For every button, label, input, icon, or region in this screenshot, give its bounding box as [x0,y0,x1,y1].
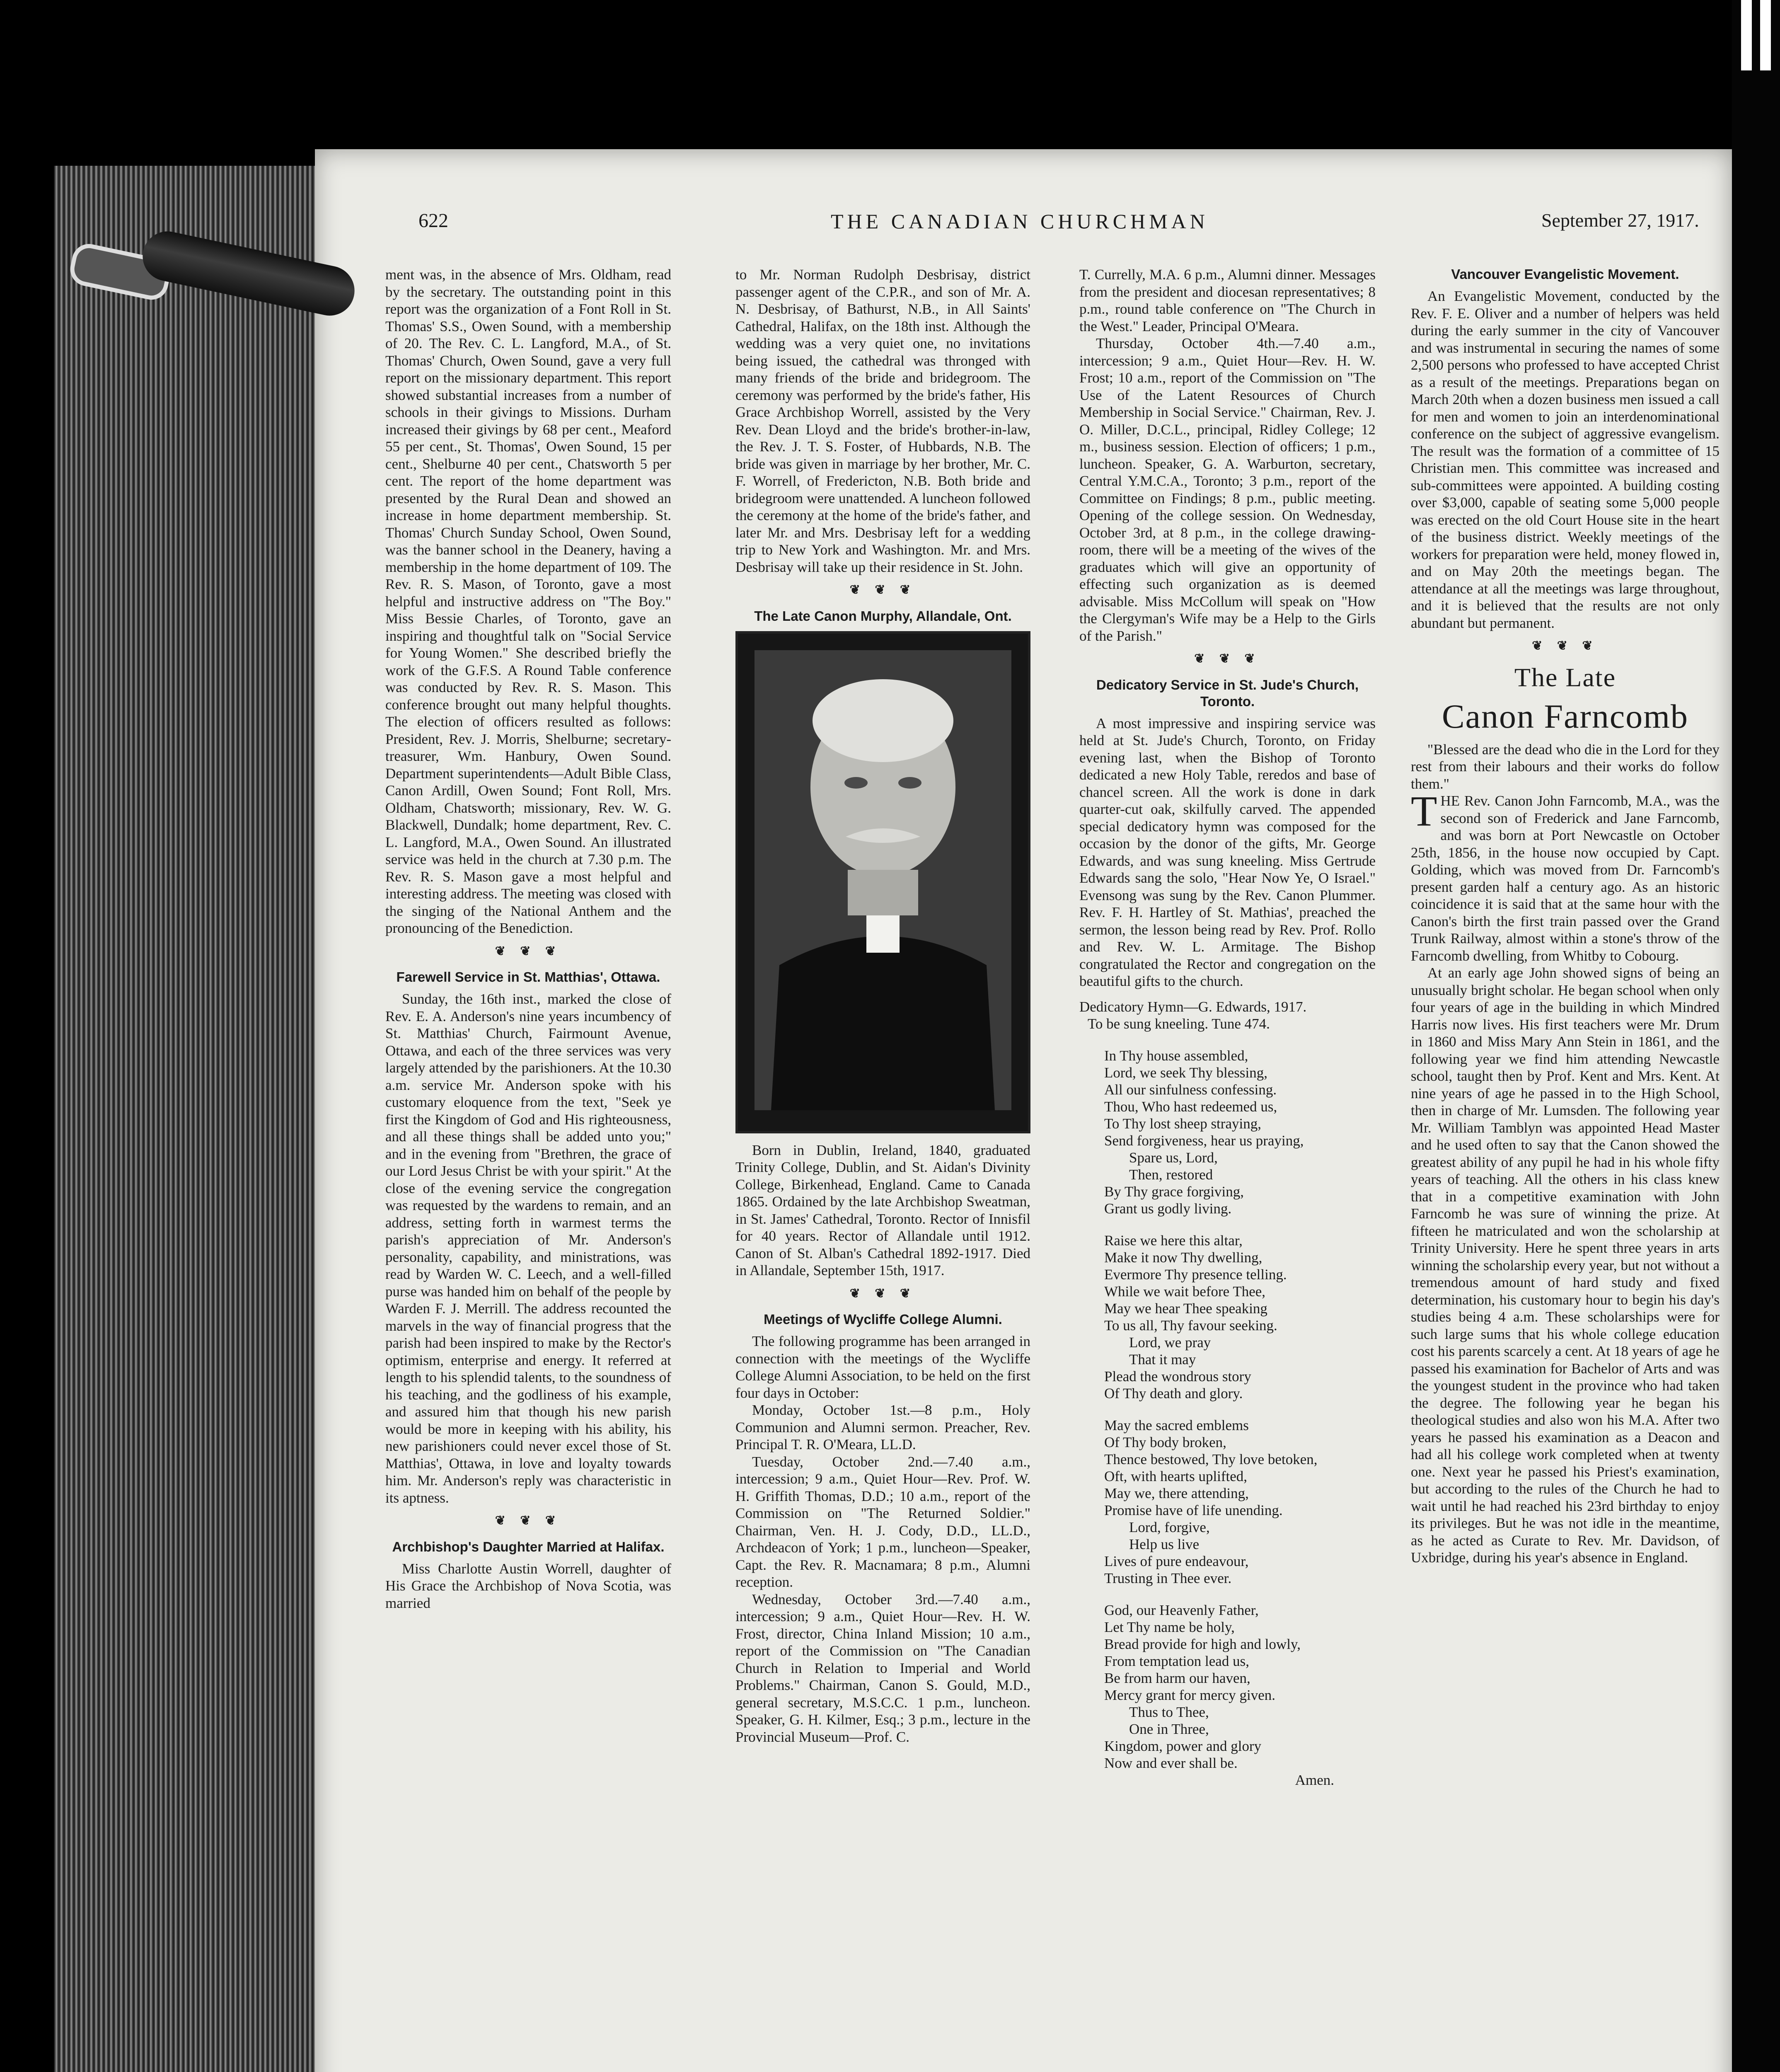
hymn-line: Thence bestowed, Thy love betoken, [1104,1451,1318,1467]
wycliffe-paragraph: Tuesday, October 2nd.—7.40 a.m., intercession; 9 a.m., Quiet Hour—Rev. Prof. W. H. Griffith Thomas, D.D.; 10 a.m., report of the Commission on "The Returned Soldier." Chairman, Ven. H. J. Cody, D.D., LL.D., Archdeacon of York; 1 p.m., luncheon—Speaker, Capt. the Rev. R. Macnamara; 8 p.m., Alumni reception. [735,1453,1030,1590]
page-number: 622 [418,210,448,232]
hymn-line: Grant us godly living. [1104,1200,1232,1217]
section-ornament: ❦ ❦ ❦ [849,1286,917,1300]
hymn-line: Of Thy death and glory. [1104,1385,1243,1402]
hymn-line: Oft, with hearts uplifted, [1104,1468,1248,1484]
hymn-amen: Amen. [1295,1772,1334,1788]
hymn-line: Kingdom, power and glory [1104,1738,1262,1754]
hymn-line: All our sinfulness confessing. [1104,1081,1277,1098]
wycliffe-paragraph: The following programme has been arranged in connection with the meetings of the Wycliffe College Alumni Association, to be held on the first four days in October: [735,1333,1030,1401]
deanery-report-text: ment was, in the absence of Mrs. Oldham, read by the secretary. The outstanding point in this report was the organization of a Font Roll in St. Thomas' S.S., Owen Sound, with a membership of 20. The Rev. C. L. Langford, M.A., of St. Thomas' Church, Owen Sound, gave a very full report on the missionary department. This report showed substantial increases from a number of schools in their givings to Missions. Durham increased their givings by 68 per cent., Meaford 55 per cent., St. Thomas', Owen Sound, 15 per cent., Shelburne 40 per cent., Chatsworth 5 per cent. The report of the home department was presented by the Rural Dean and showed an increase in home department membership. St. Thomas' Church Sunday School, Owen Sound, was the banner school in the Deanery, having a membership in the home department of 109. The Rev. R. S. Mason, of Toronto, gave a most helpful and instructive address on "The Boy." Miss Bessie Charles, of Toronto, gave an inspiring and thoughtful talk on "Social Service for Young Women." She described briefly the work of the G.F.S. A Round Table conference was conducted by Rev. R. S. Mason. This conference brought out many helpful thoughts. The election of officers resulted as follows: President, Rev. J. Morris, Shelburne; secretary-treasurer, Wm. Hanbury, Owen Sound. Department superintendents—Adult Bible Class, Canon Ardill, Owen Sound; Font Roll, Mrs. Oldham, Chatsworth; missionary, Rev. W. G. Blackwell, Dundalk; home department, Rev. C. L. Langford, M.A., Owen Sound. An illustrated service was held in the church at 7.30 p.m. The Rev. R. S. Mason gave a most helpful and interesting address. The meeting was closed with the singing of the National Anthem and the pronouncing of the Benediction. [385,266,671,936]
dedicatory-hymn [1079,998,1376,1789]
film-border-right [1732,0,1780,2072]
hymn-line: Of Thy body broken, [1104,1434,1226,1450]
hymn-line: May we hear Thee speaking [1104,1300,1267,1317]
section-ornament: ❦ ❦ ❦ [849,583,917,597]
vancouver-heading: Vancouver Evangelistic Movement. [1451,266,1679,282]
hymn-line: Help us live [1129,1536,1200,1552]
section-ornament: ❦ ❦ ❦ [495,944,562,958]
drop-cap: T [1411,787,1437,835]
hymn-line: Let Thy name be holy, [1104,1619,1235,1635]
section-ornament: ❦ ❦ ❦ [1194,652,1261,666]
hymn-title: Dedicatory Hymn—G. Edwards, 1917. [1079,998,1307,1015]
hymn-line: May the sacred emblems [1104,1417,1249,1433]
hymn-line: Promise have of life unending. [1104,1502,1283,1518]
hymn-line: Lord, we seek Thy blessing, [1104,1064,1268,1081]
murphy-heading: The Late Canon Murphy, Allandale, Ont. [754,608,1012,624]
st-jude-heading: Dedicatory Service in St. Jude's Church, Toronto. [1096,677,1359,709]
st-jude-text: A most impressive and inspiring service was held at St. Jude's Church, Toronto, on Friday evening last, when the Bishop of Toronto dedicated a new Holy Table, reredos and base of chancel screen. All the work is done in dark quarter-cut oak, skilfully carved. The appended special dedicatory hymn was composed for the occasion by the donor of the gifts, Mr. George Edwards, and was sung kneeling. Miss Gertrude Edwards sang the solo, "Hear Now Ye, O Israel." Evensong was sung by the Rev. Canon Plummer. Rev. F. H. Hartley of St. Mathias', preached the sermon, the lesson being read by Rev. Prof. Rollo and Rev. W. L. Armitage. The Bishop congratulated the Rector and congregation on the beautiful gifts to the church. [1079,715,1376,989]
farncomb-heading-line1: The Late [1514,662,1616,692]
wycliffe-paragraph: Monday, October 1st.—8 p.m., Holy Communion and Alumni sermon. Preacher, Rev. Principal T. R. O'Meara, LL.D. [735,1402,1030,1452]
wedding-text: to Mr. Norman Rudolph Desbrisay, district passenger agent of the C.P.R., and son of Mr. A. N. Desbrisay, of Bathurst, N.B., in All Saints' Cathedral, Halifax, on the 18th inst. Although the wedding was a very quiet one, no invitations being issued, the cathedral was thronged with many friends of the bride and bridegroom. The ceremony was performed by the bride's father, His Grace Archbishop Worrell, assisted by the Very Rev. Dean Lloyd and the bride's brother-in-law, the Rev. J. T. S. Foster, of Hubbards, N.B. The bride was given in marriage by her brother, Mr. C. F. Worrell, of Fredericton, N.B. Both bride and bridegroom were unattended. A luncheon followed the ceremony at the home of the bride's father, and later Mr. and Mrs. Desbrisay left for a wedding trip to New York and Washington. Mr. and Mrs. Desbrisay will take up their residence in St. John. [735,266,1030,575]
hymn-line: Thou, Who hast redeemed us, [1104,1098,1277,1115]
canon-murphy-portrait [735,631,1030,1133]
column-2 [735,266,1030,1745]
hymn-line: In Thy house assembled, [1104,1047,1248,1064]
section-ornament: ❦ ❦ ❦ [495,1514,562,1527]
hymn-line: Bread provide for high and lowly, [1104,1636,1301,1652]
column-4 [1411,266,1720,1566]
farewell-heading: Farewell Service in St. Matthias', Ottawa. [396,969,660,985]
farncomb-paragraph-2: At an early age John showed signs of being an unusually bright scholar. He began school when only four years of age in the building in which Mindred Harris now lives. His first teachers were Mr. Drum in 1860 and Miss Mary Ann Stein in 1861, and the following year we find him attending Newcastle school, taught then by Prof. Kent and Mrs. Kent. At nine years of age he passed in to the High School, then in charge of Mr. Lumsden. The following year Mr. William Tamblyn was appointed Head Master and he used often to say that the Canon showed the greatest ability of any pupil he had in his whole fifty years of teaching. All the others in his class knew that in a competitive examination with John Farncomb he was sure of winning the prize. At fifteen he matriculated and won the scholarship at Trinity University. Here he spent three years in arts winning the scholarship every year, but not without a tremendous amount of hard study and fixed determination, his customary hour to begin his day's studies being 4 a.m. These scholarships were for such large sums that his whole college education cost his parents scarcely a cent. At 18 years of age he passed his examination for Bachelor of Arts and was the youngest student in the province who had taken the degree. The following year he began his theological studies and also won his M.A. After two years he passed his examination as a Deacon and had all his college work completed when at twenty one. Next year he passed his Priest's examination, but according to the rules of the Church he had to wait until he had reached his 23rd birthday to enjoy its privileges. But he was not idle in the meantime, as he acted as Curate to Rev. Mr. Davidson, of Uxbridge, during his year's absence in England. [1411,965,1720,1566]
hymn-line: Spare us, Lord, [1129,1149,1218,1166]
hymn-line: From temptation lead us, [1104,1653,1249,1669]
hymn-line: Now and ever shall be. [1104,1755,1238,1771]
hymn-line: May we, there attending, [1104,1485,1249,1501]
hymn-line: Send forgiveness, hear us praying, [1104,1132,1304,1149]
hymn-line: That it may [1129,1351,1196,1368]
film-mark [1760,0,1771,70]
hymn-line: Evermore Thy presence telling. [1104,1266,1287,1283]
hymn-line: To Thy lost sheep straying, [1104,1115,1261,1132]
hymn-line: Then, restored [1129,1166,1213,1183]
hymn-line: Plead the wondrous story [1104,1368,1251,1385]
masthead-title: THE CANADIAN CHURCHMAN [831,210,1209,233]
farewell-text: Sunday, the 16th inst., marked the close of Rev. E. A. Anderson's nine years incumbency of St. Matthias' Church, Fairmount Avenue, Ottawa, and each of the three services was very largely attended by the parishioners. At the 10.30 a.m. service Mr. Anderson spoke with his customary eloquence from the text, "Seek ye first the Kingdom of God and His righteousness, and all these things shall be added unto you;" and in the evening from "Brethren, the grace of our Lord Jesus Christ be with your spirit." At the close of the evening service the congregation was requested by the wardens to remain, and an address, setting forth in warmest terms the parish's appreciation of Mr. Anderson's personality, capability, and ministrations, was read by Warden W. C. Leech, and a well-filled purse was handed him on behalf of the people by Warden F. J. Merrill. The address recounted the marvels in the way of financial progress that the parish had been inspired to make by the Rector's optimism, enterprise and energy. It referred at length to his splendid talents, to the soundness of his teaching, and the godliness of his example, and assured him that though his new parish would be more in keeping with his ability, his new parishioners could never excel those of St. Matthias', Ottawa, in love and loyalty towards him. Mr. Anderson's reply was characteristic in its aptness. [385,991,671,1506]
column-1 [385,266,671,1612]
wycliffe-heading: Meetings of Wycliffe College Alumni. [764,1312,1002,1327]
farncomb-paragraph-1-text: HE Rev. Canon John Farncomb, M.A., was the second son of Frederick and Jane Farncomb, and was born at Port Newcastle on October 25th, 1856, in the house now occupied by Capt. Golding, which was moved from Dr. Farncomb's present garden half a century ago. As an historic coincidence it is said that at the same hour with the Canon's birth the first train passed over the Grand Trunk Railway, almost within a stone's throw of the Farncomb dwelling, from Whitby to Cobourg. [1411,793,1720,964]
hymn-line: Lord, forgive, [1129,1519,1210,1535]
daughter-married-text: Miss Charlotte Austin Worrell, daughter of His Grace the Archbishop of Nova Scotia, was married [385,1560,671,1611]
hymn-line: Mercy grant for mercy given. [1104,1687,1276,1703]
column-3 [1079,266,1376,1789]
hymn-line: Lives of pure endeavour, [1104,1553,1249,1569]
wycliffe-paragraph: Wednesday, October 3rd.—7.40 a.m., intercession; 9 a.m., Quiet Hour—Rev. H. W. Frost, director, China Inland Mission; 10 a.m., report of the Commission on "The Canadian Church in Relation to Imperial and World Problems." Chairman, Canon S. Gould, M.D., general secretary, M.S.C.C. 1 p.m., luncheon. Speaker, G. H. Kilmer, Esq.; 3 p.m., lecture in the Provincial Museum—Prof. C. [735,1591,1030,1745]
hymn-line: To us all, Thy favour seeking. [1104,1317,1277,1334]
wycliffe-continued: Thursday, October 4th.—7.40 a.m., intercession; 9 a.m., Quiet Hour—Rev. H. W. Frost; 10 a.m., report of the Commission on "The Use of the Latent Resources of Church Membership in Social Service." Chairman, Rev. J. O. Miller, D.C.L., principal, Ridley College; 12 m., business session. Election of officers; 1 p.m., luncheon. Speaker, G. A. Warburton, secretary, Central Y.M.C.A., Toronto; 3 p.m., report of the Committee on Findings; 8 p.m., public meeting. Opening of the college session. On Wednesday, October 3rd, at 8 p.m., in the college drawing-room, there will be a meeting of the wives of the graduates which will give an opportunity of effecting such organization as is deemed advisable. Miss McCollum will speak on "How the Clergyman's Wife may be a Help to the Girls of the Parish." [1079,335,1376,644]
murphy-text: Born in Dublin, Ireland, 1840, graduated Trinity College, Dublin, and St. Aidan's Divinity College, Birkenhead, England. Came to Canada 1865. Ordained by the late Archbishop Sweatman, in St. James' Cathedral, Toronto. Rector of Innisfil for 40 years. Rector of Allandale until 1912. Canon of St. Alban's Cathedral 1892-1917. Died in Allandale, September 15th, 1917. [735,1142,1030,1278]
book-binding-edge [54,166,336,2072]
farncomb-motto: "Blessed are the dead who die in the Lord for they rest from their labours and their works do follow them." [1411,741,1720,792]
hymn-line: While we wait before Thee, [1104,1283,1266,1300]
hymn-line: Thus to Thee, [1129,1704,1209,1720]
farncomb-heading-line2: Canon Farncomb [1441,697,1689,735]
vancouver-text: An Evangelistic Movement, conducted by the Rev. F. E. Oliver and a number of helpers was held during the early summer in the city of Vancouver and was instrumental in securing the names of some 2,500 persons who professed to have accepted Christ as a result of the meetings. Preparations began on March 20th when a dozen business men issued a call for men and women to join an interdenominational conference on the subject of aggressive evangelism. The result was the formation of a committee of 15 Christian men. This committee was increased and sub-committees were appointed. A building costing over $3,000, capable of seating some 5,000 people was erected on the old Court House site in the heart of the business district. Weekly meetings of the workers for preparation were held, money flowed in, and on May 20th the meetings began. The attendance at all the meetings was large throughout, and it is believed that the results are not only abundant but permanent. [1411,288,1720,631]
portrait-photo [755,650,1011,1110]
farncomb-paragraph-1 [1411,787,1720,964]
hymn-line: Raise we here this altar, [1104,1232,1243,1249]
newspaper-page [315,149,1732,2072]
hymn-line: By Thy grace forgiving, [1104,1183,1244,1200]
hymn-line: God, our Heavenly Father, [1104,1602,1259,1618]
hymn-line: One in Three, [1129,1721,1209,1737]
hymn-line: Be from harm our haven, [1104,1670,1250,1686]
film-mark [1741,0,1752,70]
film-border-left [0,0,54,2072]
wycliffe-continued: T. Currelly, M.A. 6 p.m., Alumni dinner. Messages from the president and diocesan representatives; 8 p.m., round table conference on "The Church in the West." Leader, Principal O'Meara. [1079,266,1376,334]
section-ornament: ❦ ❦ ❦ [1532,639,1599,653]
hymn-line: Lord, we pray [1129,1334,1211,1351]
hymn-subtitle: To be sung kneeling. Tune 474. [1088,1015,1270,1032]
hymn-line: Trusting in Thee ever. [1104,1570,1232,1586]
hymn-line: Make it now Thy dwelling, [1104,1249,1262,1266]
issue-date: September 27, 1917. [1541,210,1699,231]
daughter-married-heading: Archbishop's Daughter Married at Halifax. [392,1539,665,1554]
